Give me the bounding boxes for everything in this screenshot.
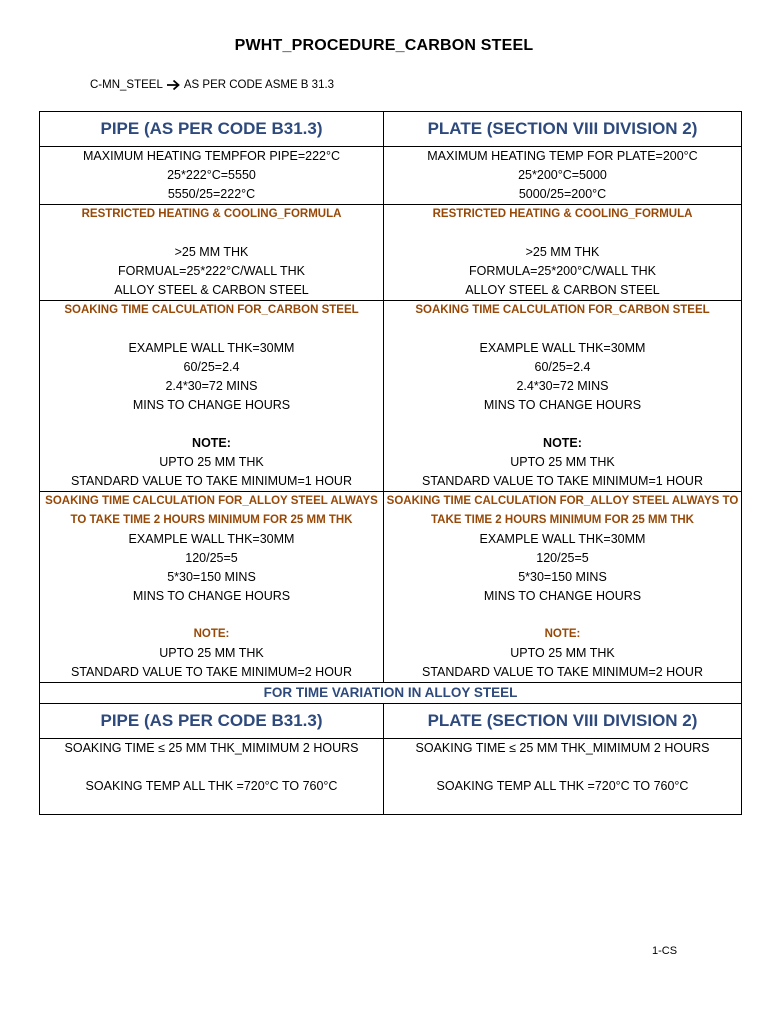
pipe-max-heating-cell [40, 147, 384, 205]
text-line: ALLOY STEEL & CARBON STEEL [114, 283, 309, 297]
blank-line [384, 415, 741, 434]
pipe-soaking-temp-cell [40, 739, 384, 815]
section-heading: SOAKING TIME CALCULATION FOR_CARBON STEEL [64, 304, 359, 316]
text-line: UPTO 25 MM THK [159, 646, 264, 660]
note-label: NOTE: [192, 436, 231, 450]
plate-carbon-soaking-cell [384, 301, 742, 492]
plate-heating-cooling-cell [384, 205, 742, 301]
plate-header: PLATE (SECTION VIII DIVISION 2) [384, 112, 742, 147]
note-label: NOTE: [543, 436, 582, 450]
text-line: EXAMPLE WALL THK=30MM [479, 532, 646, 546]
text-line: UPTO 25 MM THK [159, 455, 264, 469]
text-line: 5*30=150 MINS [518, 570, 607, 584]
text-line: STANDARD VALUE TO TAKE MINIMUM=2 HOUR [71, 665, 352, 679]
text-line: MAXIMUM HEATING TEMP FOR PLATE=200°C [427, 149, 698, 163]
table-header-row-2 [40, 704, 742, 739]
text-line: MINS TO CHANGE HOURS [132, 589, 291, 603]
text-line: ALLOY STEEL & CARBON STEEL [465, 283, 660, 297]
pipe-header: PIPE (AS PER CODE B31.3) [40, 112, 384, 147]
blank-line [384, 320, 741, 339]
text-line: >25 MM THK [525, 245, 600, 259]
pipe-header-2: PIPE (AS PER CODE B31.3) [40, 704, 384, 739]
text-line: >25 MM THK [174, 245, 249, 259]
section-heading: SOAKING TIME CALCULATION FOR_CARBON STEEL [415, 304, 710, 316]
plate-soaking-temp-cell [384, 739, 742, 815]
blank-line [40, 415, 383, 434]
text-line: STANDARD VALUE TO TAKE MINIMUM=2 HOUR [422, 665, 703, 679]
text-line: UPTO 25 MM THK [510, 455, 615, 469]
text-line: 120/25=5 [185, 551, 238, 565]
code-label: AS PER CODE ASME B 31.3 [183, 79, 335, 92]
text-line: EXAMPLE WALL THK=30MM [479, 341, 646, 355]
text-line: 25*200°C=5000 [518, 168, 607, 182]
text-line: SOAKING TIME ≤ 25 MM THK_MIMIMUM 2 HOURS [64, 741, 359, 755]
text-line: 5550/25=222°C [167, 187, 256, 201]
section-heading: SOAKING TIME CALCULATION FOR_ALLOY STEEL ALWAYS TO TAKE TIME 2 HOURS MINIMUM FOR 25 MM THK [45, 495, 378, 526]
document-title: PWHT_PROCEDURE_CARBON STEEL [234, 37, 534, 54]
section-heading: RESTRICTED HEATING & COOLING_FORMULA [81, 208, 342, 220]
blank-line [384, 758, 741, 777]
max-heating-row [40, 147, 742, 205]
text-line: MINS TO CHANGE HOURS [483, 589, 642, 603]
text-line: MINS TO CHANGE HOURS [132, 398, 291, 412]
text-line: EXAMPLE WALL THK=30MM [128, 532, 295, 546]
right-arrow-icon [166, 79, 181, 91]
plate-header-2: PLATE (SECTION VIII DIVISION 2) [384, 704, 742, 739]
text-line: 60/25=2.4 [183, 360, 240, 374]
blank-line [40, 320, 383, 339]
plate-alloy-soaking-cell [384, 492, 742, 683]
time-variation-heading: FOR TIME VARIATION IN ALLOY STEEL [40, 683, 742, 704]
text-line: UPTO 25 MM THK [510, 646, 615, 660]
text-line: SOAKING TEMP ALL THK =720°C TO 760°C [85, 779, 338, 793]
text-line: 25*222°C=5550 [167, 168, 256, 182]
text-line: SOAKING TEMP ALL THK =720°C TO 760°C [436, 779, 689, 793]
text-line: 5000/25=200°C [518, 187, 607, 201]
note-label: NOTE: [544, 628, 581, 640]
time-variation-row [40, 683, 742, 704]
code-reference-line [90, 79, 334, 91]
blank-line [40, 758, 383, 777]
blank-line [384, 606, 741, 625]
text-line: 120/25=5 [536, 551, 589, 565]
section-heading: RESTRICTED HEATING & COOLING_FORMULA [432, 208, 693, 220]
pipe-alloy-soaking-cell [40, 492, 384, 683]
page-number: 1-CS [652, 945, 678, 957]
soaking-temp-row [40, 739, 742, 815]
text-line: 5*30=150 MINS [167, 570, 256, 584]
blank-line [40, 224, 383, 243]
text-line: SOAKING TIME ≤ 25 MM THK_MIMIMUM 2 HOURS [415, 741, 710, 755]
text-line: 2.4*30=72 MINS [165, 379, 258, 393]
text-line: MINS TO CHANGE HOURS [483, 398, 642, 412]
note-label: NOTE: [193, 628, 230, 640]
section-heading: SOAKING TIME CALCULATION FOR_ALLOY STEEL ALWAYS TO TAKE TIME 2 HOURS MINIMUM FOR 25 MM THK [386, 495, 739, 526]
heating-cooling-row [40, 205, 742, 301]
carbon-soaking-row [40, 301, 742, 492]
text-line: FORMULA=25*200°C/WALL THK [469, 264, 656, 278]
text-line: STANDARD VALUE TO TAKE MINIMUM=1 HOUR [422, 474, 703, 488]
plate-max-heating-cell [384, 147, 742, 205]
blank-line [384, 224, 741, 243]
blank-line [40, 606, 383, 625]
text-line: EXAMPLE WALL THK=30MM [128, 341, 295, 355]
text-line: STANDARD VALUE TO TAKE MINIMUM=1 HOUR [71, 474, 352, 488]
steel-type-label: C-MN_STEEL [90, 79, 163, 92]
pipe-carbon-soaking-cell [40, 301, 384, 492]
text-line: 60/25=2.4 [534, 360, 591, 374]
pwht-table [39, 111, 742, 815]
text-line: MAXIMUM HEATING TEMPFOR PIPE=222°C [82, 149, 340, 163]
text-line: FORMUAL=25*222°C/WALL THK [118, 264, 305, 278]
alloy-soaking-row [40, 492, 742, 683]
table-header-row [40, 112, 742, 147]
text-line: 2.4*30=72 MINS [516, 379, 609, 393]
pipe-heating-cooling-cell [40, 205, 384, 301]
